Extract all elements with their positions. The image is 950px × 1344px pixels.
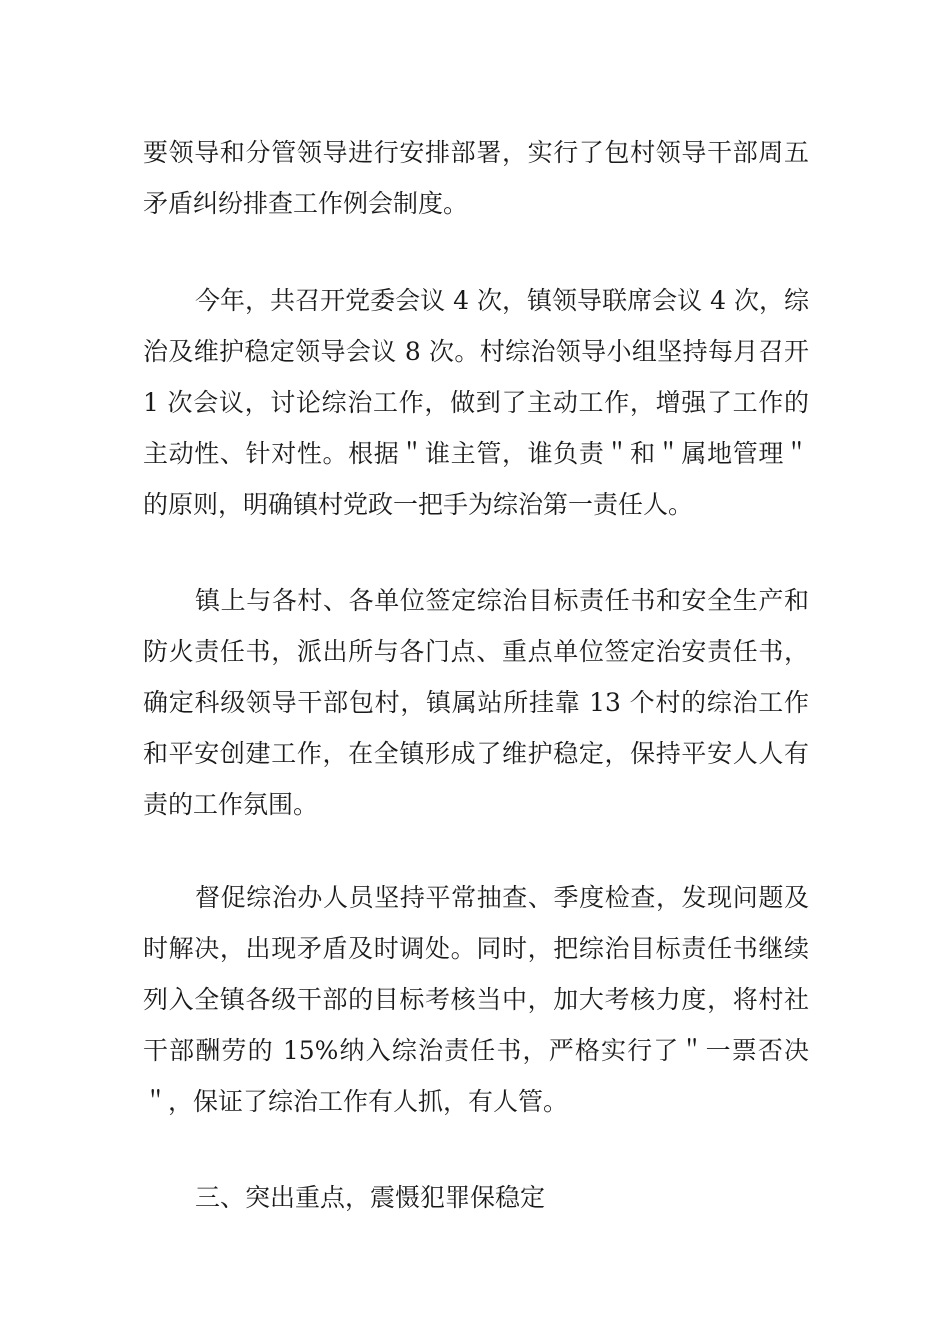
paragraph-supervision: 督促综治办人员坚持平常抽查、季度检查，发现问题及时解决，出现矛盾及时调处。同时，把综治目标责任书继续列入全镇各级干部的目标考核当中，加大考核力度，将村社干部酬劳的 15%纳入综治责任书，严格实行了＂一票否决＂，保证了综治工作有人抓，有人管。: [143, 883, 809, 1116]
paragraph-continuation: 要领导和分管领导进行安排部署，实行了包村领导干部周五矛盾纠纷排查工作例会制度。: [143, 138, 809, 218]
paragraph-responsibility: 镇上与各村、各单位签定综治目标责任书和安全生产和防火责任书，派出所与各门点、重点单位签定治安责任书，确定科级领导干部包村，镇属站所挂靠 13 个村的综治工作和平安创建工作，在全镇形成了维护稳定，保持平安人人有责的工作氛围。: [143, 586, 809, 819]
section-heading: 三、突出重点，震慑犯罪保稳定: [195, 1183, 546, 1212]
paragraph-meetings: 今年，共召开党委会议 4 次，镇领导联席会议 4 次，综治及维护稳定领导会议 8 次。村综治领导小组坚持每月召开 1 次会议，讨论综治工作，做到了主动工作，增强了工作的主动性、针对性。根据＂谁主管，谁负责＂和＂属地管理＂的原则，明确镇村党政一把手为综治第一责任人。: [143, 286, 809, 519]
